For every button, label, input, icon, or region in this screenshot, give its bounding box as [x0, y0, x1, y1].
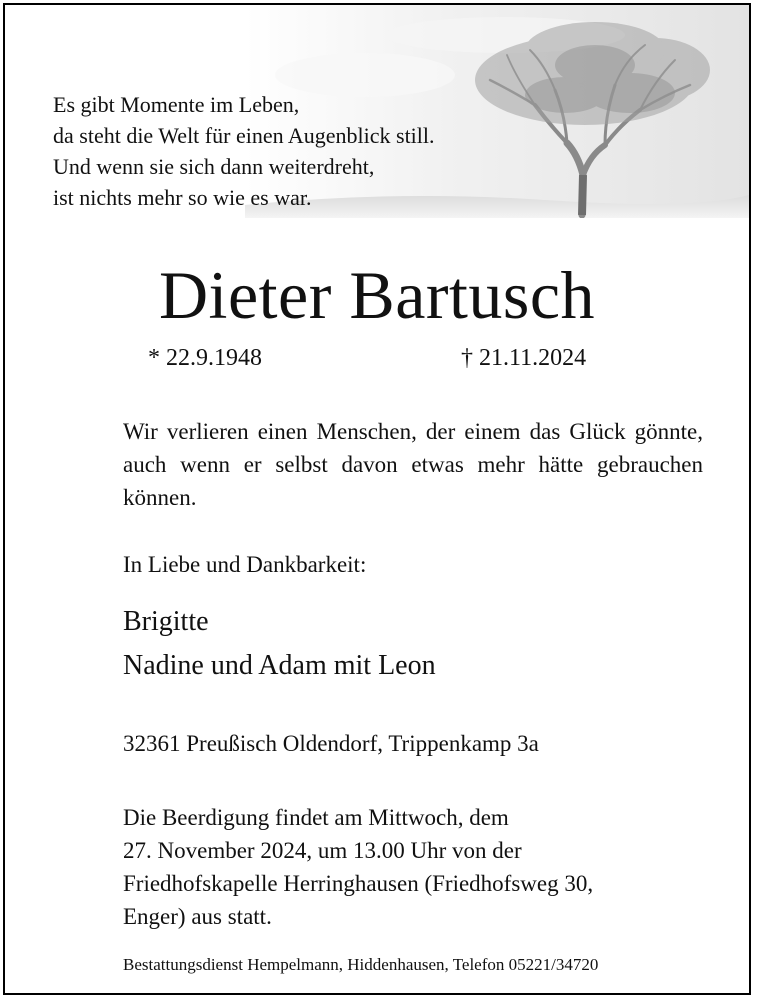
deceased-name: Dieter Bartusch — [158, 257, 596, 333]
family-member: Nadine und Adam mit Leon — [123, 650, 436, 681]
birth-date: * 22.9.1948 — [148, 345, 262, 371]
funeral-home-footer: Bestattungsdienst Hempelmann, Hiddenhausen, Telefon 05221/34720 — [123, 955, 599, 974]
funeral-line: Die Beerdigung findet am Mittwoch, dem — [123, 805, 509, 830]
family-list — [123, 600, 436, 688]
family-member: Brigitte — [123, 606, 209, 637]
obituary-notice — [3, 3, 751, 995]
address: 32361 Preußisch Oldendorf, Trippenkamp 3a — [123, 731, 539, 756]
poem-line: ist nichts mehr so wie es war. — [53, 185, 312, 210]
funeral-line: Enger) aus statt. — [123, 904, 272, 929]
funeral-info — [123, 801, 703, 933]
funeral-line: 27. November 2024, um 13.00 Uhr von der — [123, 838, 522, 863]
death-date: † 21.11.2024 — [461, 345, 587, 371]
poem-line: da steht die Welt für einen Augenblick still. — [53, 123, 435, 148]
poem-line: Es gibt Momente im Leben, — [53, 92, 300, 117]
tribute-text: Wir verlieren einen Menschen, der einem das Glück gönnte, auch wenn er selbst davon etwas mehr hätte gebrauchen können. — [123, 419, 703, 510]
gratitude-line: In Liebe und Dankbarkeit: — [123, 552, 367, 577]
poem-line: Und wenn sie sich dann weiterdreht, — [53, 154, 375, 179]
poem — [53, 89, 523, 213]
funeral-line: Friedhofskapelle Herringhausen (Friedhofsweg 30, — [123, 871, 594, 896]
